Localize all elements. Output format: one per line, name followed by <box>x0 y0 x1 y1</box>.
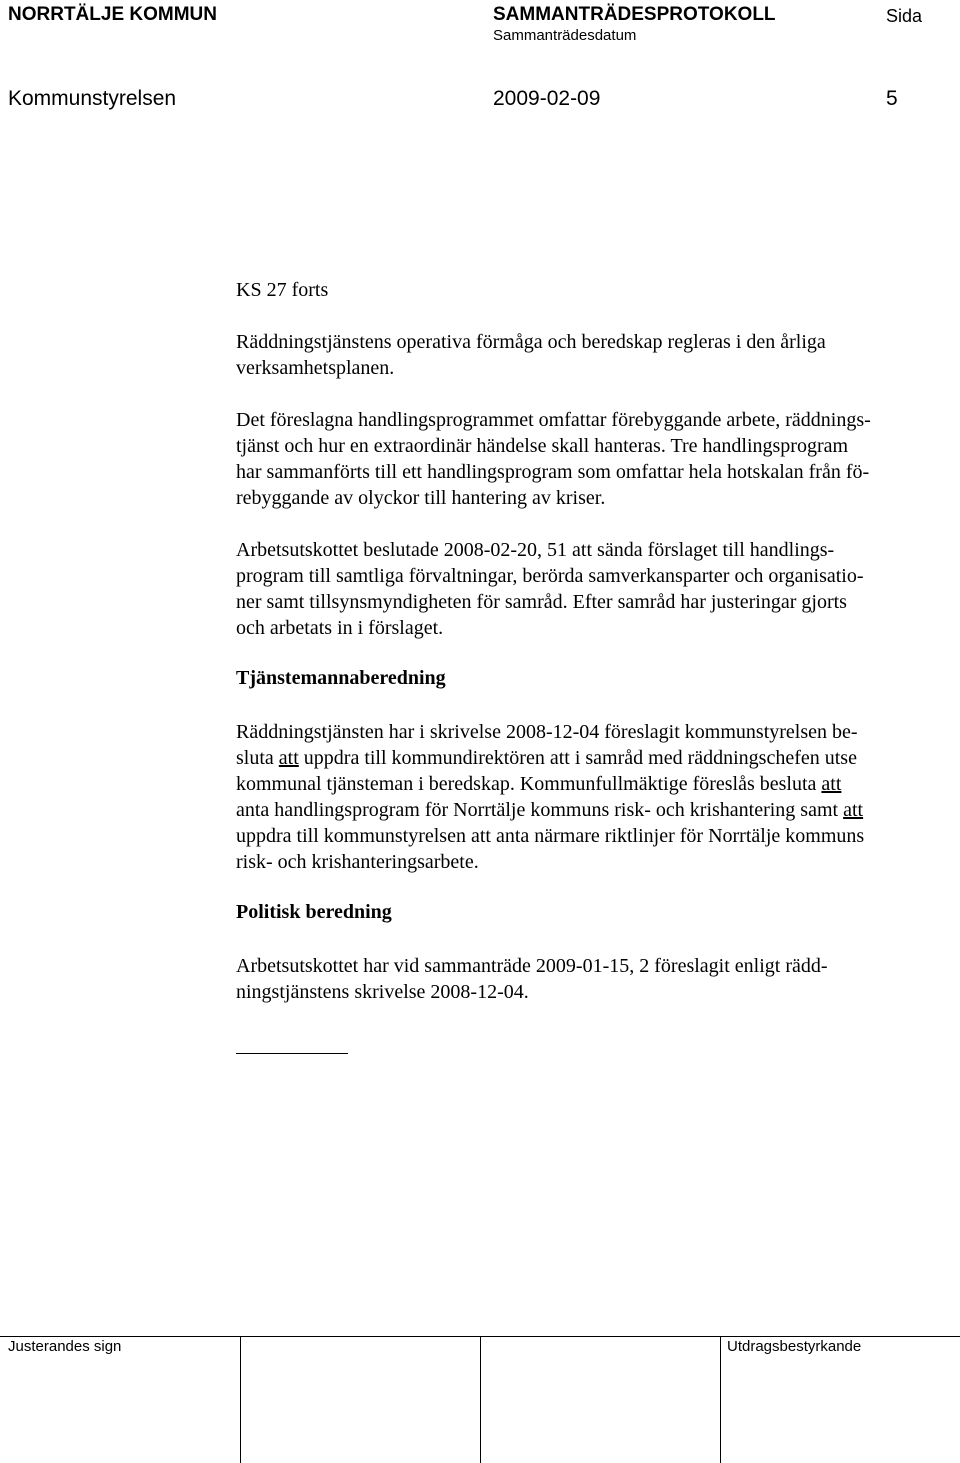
paragraph-line: verksamhetsplanen. <box>236 357 395 379</box>
paragraph-line: Det föreslagna handlingsprogrammet omfattar förebyggande arbete, räddnings- <box>236 409 871 431</box>
extract-certified-label: Utdragsbestyrkande <box>727 1338 862 1355</box>
heading-politisk-beredning: Politisk beredning <box>236 901 392 923</box>
heading-tjanstemannaberedning: Tjänstemannaberedning <box>236 667 446 689</box>
footer-divider <box>720 1336 721 1463</box>
paragraph-line: Arbetsutskottet har vid sammanträde 2009-01-15, 2 föreslagit enligt rädd- <box>236 955 828 977</box>
paragraph-line: uppdra till kommunstyrelsen att anta närmare riktlinjer för Norrtälje kommuns <box>236 825 865 847</box>
paragraph-line: rebyggande av olyckor till hantering av kriser. <box>236 487 606 509</box>
document-type: SAMMANTRÄDESPROTOKOLL <box>493 4 776 25</box>
end-rule <box>236 1053 348 1054</box>
page-number: 5 <box>886 87 898 110</box>
body-name: Kommunstyrelsen <box>8 87 177 110</box>
paragraph-line: och arbetats in i förslaget. <box>236 617 444 639</box>
paragraph-5 <box>236 953 828 1005</box>
paragraph-2 <box>236 407 871 511</box>
paragraph-line: tjänst och hur en extraordinär händelse skall hanteras. Tre handlingsprogram <box>236 435 849 457</box>
footer-divider <box>480 1336 481 1463</box>
paragraph-line: har sammanförts till ett handlingsprogram som omfattar hela hotskalan från fö- <box>236 461 870 483</box>
paragraph-line: kommunal tjänsteman i beredskap. Kommunfullmäktige föreslås besluta att <box>236 773 842 795</box>
municipality-name: NORRTÄLJE KOMMUN <box>8 4 217 25</box>
paragraph-line: ningstjänstens skrivelse 2008-12-04. <box>236 981 529 1003</box>
signature-label: Justerandes sign <box>8 1338 122 1355</box>
paragraph-line: anta handlingsprogram för Norrtälje kommuns risk- och krishantering samt att <box>236 799 864 821</box>
footer-divider <box>240 1336 241 1463</box>
meeting-date-label: Sammanträdesdatum <box>493 27 637 44</box>
case-reference: KS 27 forts <box>236 279 329 301</box>
paragraph-line: risk- och krishanteringsarbete. <box>236 851 479 873</box>
paragraph-line: program till samtliga förvaltningar, berörda samverkansparter och organisatio- <box>236 565 864 587</box>
page-label: Sida <box>886 6 923 26</box>
paragraph-1 <box>236 329 826 381</box>
meeting-date: 2009-02-09 <box>493 87 601 110</box>
paragraph-3 <box>236 537 864 641</box>
paragraph-line: Arbetsutskottet beslutade 2008-02-20, 51 att sända förslaget till handlings- <box>236 539 835 561</box>
paragraph-line: ner samt tillsynsmyndigheten för samråd. Efter samråd har justeringar gjorts <box>236 591 847 613</box>
paragraph-line: Räddningstjänsten har i skrivelse 2008-12-04 föreslagit kommunstyrelsen be- <box>236 721 858 743</box>
paragraph-4 <box>236 719 864 875</box>
paragraph-line: Räddningstjänstens operativa förmåga och beredskap regleras i den årliga <box>236 331 826 353</box>
paragraph-line: sluta att uppdra till kommundirektören att i samråd med räddningschefen utse <box>236 747 857 769</box>
